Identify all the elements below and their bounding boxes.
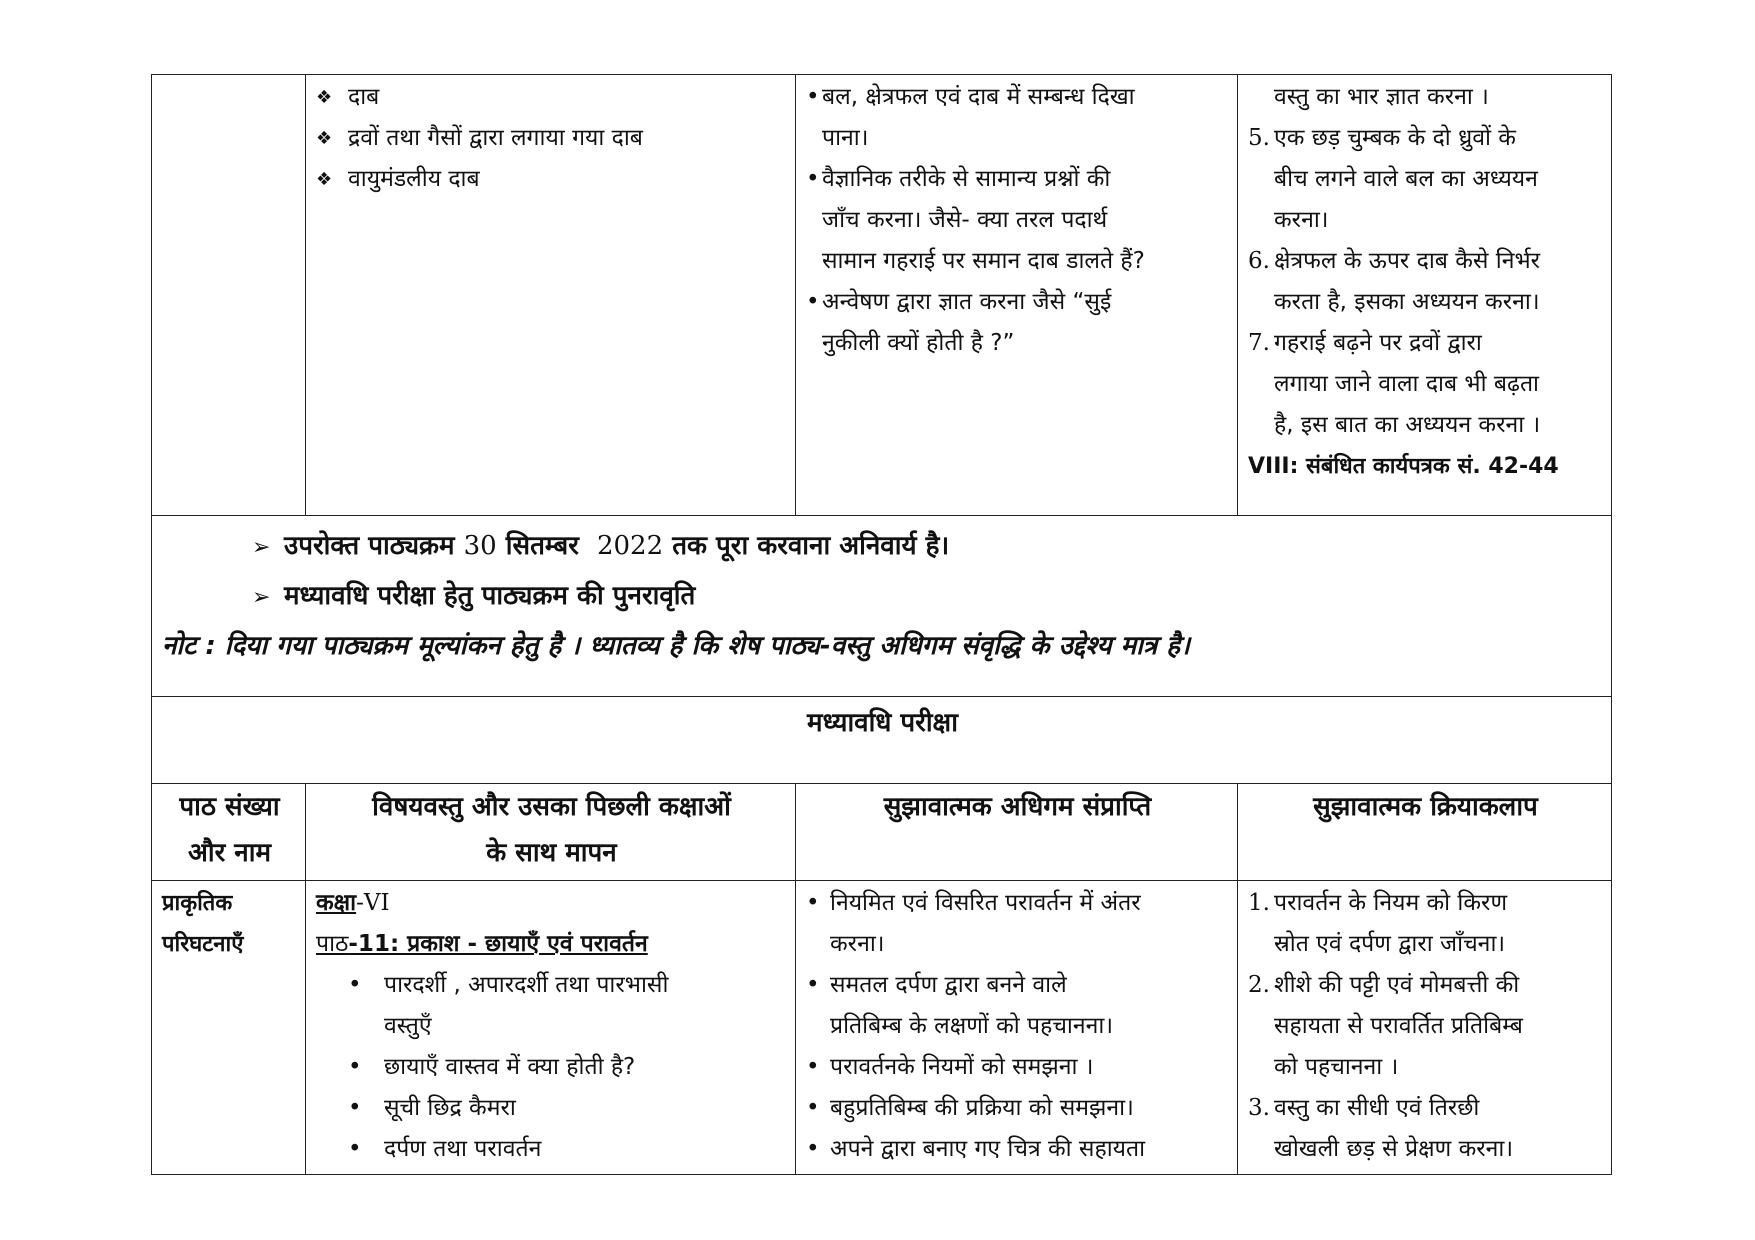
list-item: • सूची छिद्र कैमरा	[348, 1088, 787, 1129]
bullet-icon: •	[348, 1095, 362, 1121]
arrow-bullet-icon: ➢	[252, 585, 271, 610]
diamond-bullet-icon: ❖	[316, 87, 333, 108]
section-title-cell	[152, 697, 1612, 784]
list-item: • अन्वेषण द्वारा ज्ञात करना जैसे “सुई नुकीली क्यों होती है ?”	[806, 282, 1229, 364]
header-lesson: पाठ संख्या और नाम	[152, 784, 306, 881]
list-item: ❖ दाब	[316, 77, 787, 118]
list-item: • अपने द्वारा बनाए गए चित्र की सहायता	[806, 1129, 1229, 1170]
list-item: • दर्पण तथा परावर्तन	[348, 1129, 787, 1170]
list-item: ❖ वायुमंडलीय दाब	[316, 159, 787, 200]
notice-line: ➢ उपरोक्त पाठ्यक्रम 30 सितम्बर 2022 तक पूरा करवाना अनिवार्य है।	[162, 522, 1601, 572]
activities-cell	[1238, 881, 1612, 1175]
syllabus-table	[151, 74, 1612, 1175]
bullet-icon: •	[806, 1095, 820, 1121]
worksheet-reference: VIII: संबंधित कार्यपत्रक सं. 42-44	[1248, 454, 1559, 479]
notice-line: ➢ मध्यावधि परीक्षा हेतु पाठ्यक्रम की पुनरावृति	[162, 572, 1601, 622]
header-activities: सुझावात्मक क्रियाकलाप	[1238, 784, 1612, 881]
bullet-icon: •	[806, 84, 820, 110]
notes-cell	[152, 516, 1612, 697]
table-header-row	[152, 784, 1612, 881]
bullet-icon: •	[806, 890, 820, 916]
list-item: • नियमित एवं विसरित परावर्तन में अंतर करना।	[806, 883, 1229, 965]
lesson-title: पाठ-11: प्रकाश - छायाएँ एवं परावर्तन	[316, 931, 648, 957]
section-title: मध्यावधि परीक्षा	[807, 708, 958, 738]
header-outcomes: सुझावात्मक अधिगम संप्राप्ति	[796, 784, 1238, 881]
list-item: • समतल दर्पण द्वारा बनने वाले प्रतिबिम्ब के लक्षणों को पहचानना।	[806, 965, 1229, 1047]
header-content: विषयवस्तु और उसका पिछली कक्षाओं के साथ मापन	[306, 784, 796, 881]
list-item: • परावर्तनके नियमों को समझना ।	[806, 1047, 1229, 1088]
arrow-bullet-icon: ➢	[252, 535, 271, 560]
list-item: • बहुप्रतिबिम्ब की प्रक्रिया को समझना।	[806, 1088, 1229, 1129]
bullet-icon: •	[806, 166, 820, 192]
lesson-name-cell: प्राकृतिक परिघटनाएँ	[152, 881, 306, 1175]
learning-outcomes-cell	[796, 881, 1238, 1175]
content-cell	[306, 881, 796, 1175]
class-label: कक्षा-VI	[316, 890, 390, 916]
list-item: • वैज्ञानिक तरीके से सामान्य प्रश्नों की जाँच करना। जैसे- क्या तरल पदार्थ सामान गहराई पर समान दाब डालते हैं?	[806, 159, 1229, 282]
bullet-icon: •	[806, 1054, 820, 1080]
list-item: • पारदर्शी , अपारदर्शी तथा पारभासी वस्तुएँ	[348, 965, 787, 1047]
table-row	[152, 516, 1612, 697]
list-item: 6. क्षेत्रफल के ऊपर दाब कैसे निर्भर करता है, इसका अध्ययन करना।	[1248, 248, 1541, 315]
bullet-icon: •	[806, 289, 820, 315]
list-item: • बल, क्षेत्रफल एवं दाब में सम्बन्ध दिखा पाना।	[806, 77, 1229, 159]
lesson-name-cell	[152, 75, 306, 516]
diamond-bullet-icon: ❖	[316, 128, 333, 149]
list-item: 3. वस्तु का सीधी एवं तिरछी खोखली छड़ से प्रेक्षण करना।	[1248, 1095, 1514, 1162]
list-item: 1. परावर्तन के नियम को किरण स्रोत एवं दर्पण द्वारा जाँचना।	[1248, 890, 1508, 957]
bullet-icon: •	[806, 972, 820, 998]
bullet-icon: •	[348, 972, 362, 998]
table-row	[152, 697, 1612, 784]
learning-outcomes-cell	[796, 75, 1238, 516]
bullet-icon: •	[806, 1136, 820, 1162]
bullet-icon: •	[348, 1054, 362, 1080]
bullet-icon: •	[348, 1136, 362, 1162]
list-item: 2. शीशे की पट्टी एवं मोमबत्ती की सहायता से परावर्तित प्रतिबिम्ब को पहचानना ।	[1248, 972, 1523, 1080]
note-text: नोट : दिया गया पाठ्यक्रम मूल्यांकन हेतु है । ध्यातव्य है कि शेष पाठ्य-वस्तु अधिगम संवृद्धि के उद्देश्य मात्र है।	[162, 631, 1190, 661]
content-cell	[306, 75, 796, 516]
list-item: • छायाएँ वास्तव में क्या होती है?	[348, 1047, 787, 1088]
table-row	[152, 75, 1612, 516]
table-row	[152, 881, 1612, 1175]
list-item: ❖ द्रवों तथा गैसों द्वारा लगाया गया दाब	[316, 118, 787, 159]
activities-cell: वस्तु का भार ज्ञात करना । 5. एक छड़ चुम्बक के दो ध्रुवों के बीच लगने वाले बल का अध्ययन करना। 6. क्षेत्रफल के ऊपर दाब कैसे निर्भर करता है, इसका अध्ययन करना। 7. गहराई बढ़ने पर द्रवों द्वारा लगाया जाने वाला दाब भी बढ़ता है, इस बात का अध्ययन करना । VIII: संबंधित कार्यपत्रक सं. 42-44	[1238, 75, 1612, 516]
diamond-bullet-icon: ❖	[316, 169, 333, 190]
list-item: 7. गहराई बढ़ने पर द्रवों द्वारा लगाया जाने वाला दाब भी बढ़ता है, इस बात का अध्ययन करना ।	[1248, 330, 1541, 438]
list-item: 5. एक छड़ चुम्बक के दो ध्रुवों के बीच लगने वाले बल का अध्ययन करना।	[1248, 125, 1538, 233]
